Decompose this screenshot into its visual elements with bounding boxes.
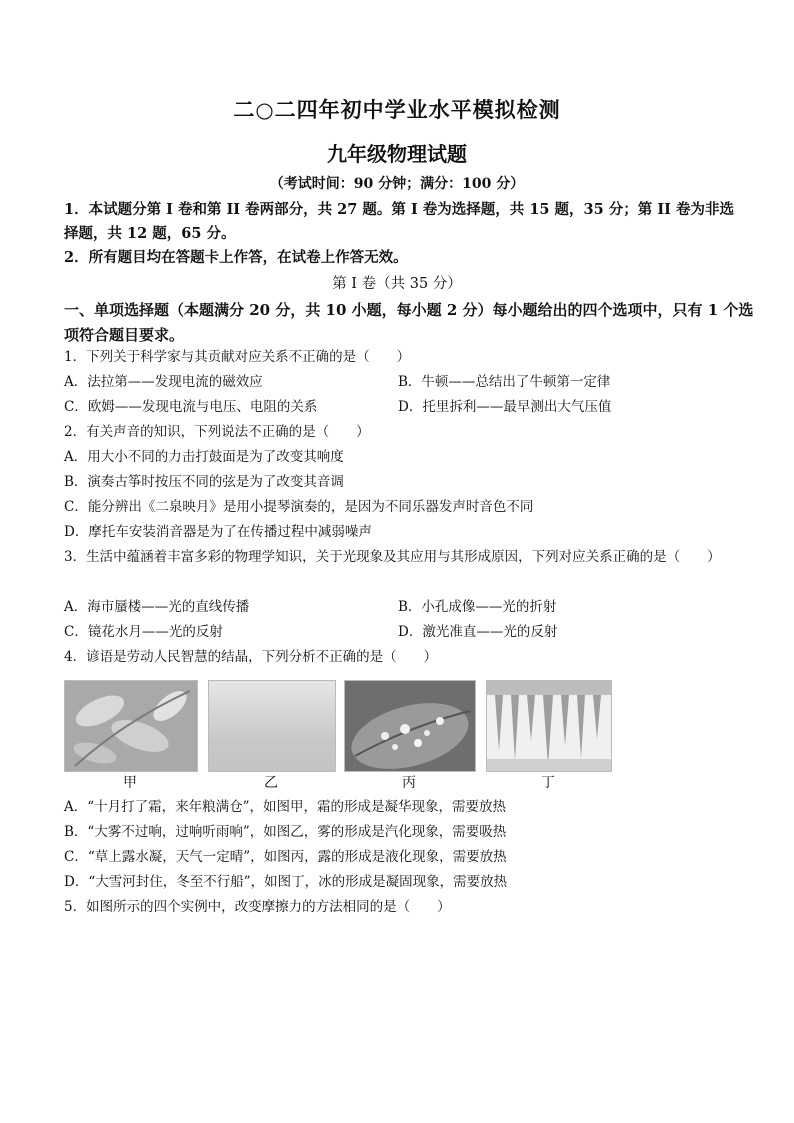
question-4-stem: 4．谚语是劳动人民智慧的结晶，下列分析不正确的是（ ）: [64, 649, 438, 665]
question-2-stem: 2．有关声音的知识，下列说法不正确的是（ ）: [64, 424, 370, 440]
question-3-option-c: C．镜花水月——光的反射: [64, 624, 223, 640]
question-3-option-b: B．小孔成像——光的折射: [398, 599, 557, 615]
question-3-option-d: D．激光准直——光的反射: [398, 624, 558, 640]
photo-frozen-icicles: [486, 680, 612, 772]
question-4-option-d: D．“大雪河封住，冬至不行船”，如图丁，冰的形成是凝固现象，需要放热: [64, 874, 508, 890]
question-4-option-b: B．“大雾不过响，过响听雨响”，如图乙，雾的形成是汽化现象，需要吸热: [64, 824, 507, 840]
question-4-option-a: A．“十月打了霜，来年粮满仓”，如图甲，霜的形成是凝华现象，需要放热: [64, 799, 507, 815]
section-heading: 一、单项选择题（本题满分 20 分，共 10 小题，每小题 2 分）每小题给出的四个选项中，只有 1 个选项符合题目要求。: [64, 301, 754, 344]
instruction-2: 2．所有题目均在答题卡上作答，在试卷上作答无效。: [64, 249, 408, 266]
label-jia: 甲: [123, 775, 137, 791]
exam-info: （考试时间：90 分钟；满分：100 分）: [269, 176, 525, 192]
question-3-stem: 3．生活中蕴涵着丰富多彩的物理学知识，关于光现象及其应用与其形成原因，下列对应关系正确的是（ ）: [64, 549, 721, 565]
question-2-option-c: C．能分辨出《二泉映月》是用小提琴演奏的，是因为不同乐器发声时音色不同: [64, 499, 534, 515]
question-1-stem: 1．下列关于科学家与其贡献对应关系不正确的是（ ）: [64, 349, 411, 365]
question-1-option-b: B．牛顿——总结出了牛顿第一定律: [398, 374, 611, 390]
label-bing: 丙: [402, 775, 416, 791]
question-2-option-a: A．用大小不同的力击打鼓面是为了改变其响度: [64, 449, 344, 465]
question-2-option-d: D．摩托车安装消音器是为了在传播过程中减弱噪声: [64, 524, 372, 540]
photo-fog: [208, 680, 336, 772]
label-ding: 丁: [541, 775, 555, 791]
question-1-option-a: A．法拉第——发现电流的磁效应: [64, 374, 263, 390]
question-3-option-a: A．海市蜃楼——光的直线传播: [64, 599, 250, 615]
instruction-1: 1．本试题分第 I 卷和第 II 卷两部分，共 27 题。第 I 卷为选择题，共 15 题，35 分；第 II 卷为非选择题，共 12 题，65 分。: [64, 201, 734, 242]
question-4-option-c: C．“草上露水凝，天气一定晴”，如图丙，露的形成是液化现象，需要放热: [64, 849, 507, 865]
photo-dew-leaf: [344, 680, 476, 772]
subject-title: 九年级物理试题: [327, 142, 467, 166]
question-1-option-d: D．托里拆利——最早测出大气压值: [398, 399, 612, 415]
part1-title: 第 I 卷（共 35 分）: [332, 276, 462, 292]
photo-frost-leaves: [64, 680, 198, 772]
exam-title: 二○二四年初中学业水平模拟检测: [233, 97, 561, 122]
question-5-stem: 5．如图所示的四个实例中，改变摩擦力的方法相同的是（ ）: [64, 899, 451, 915]
question-2-option-b: B．演奏古筝时按压不同的弦是为了改变其音调: [64, 474, 344, 490]
question-1-option-c: C．欧姆——发现电流与电压、电阻的关系: [64, 399, 318, 415]
label-yi: 乙: [264, 775, 278, 791]
